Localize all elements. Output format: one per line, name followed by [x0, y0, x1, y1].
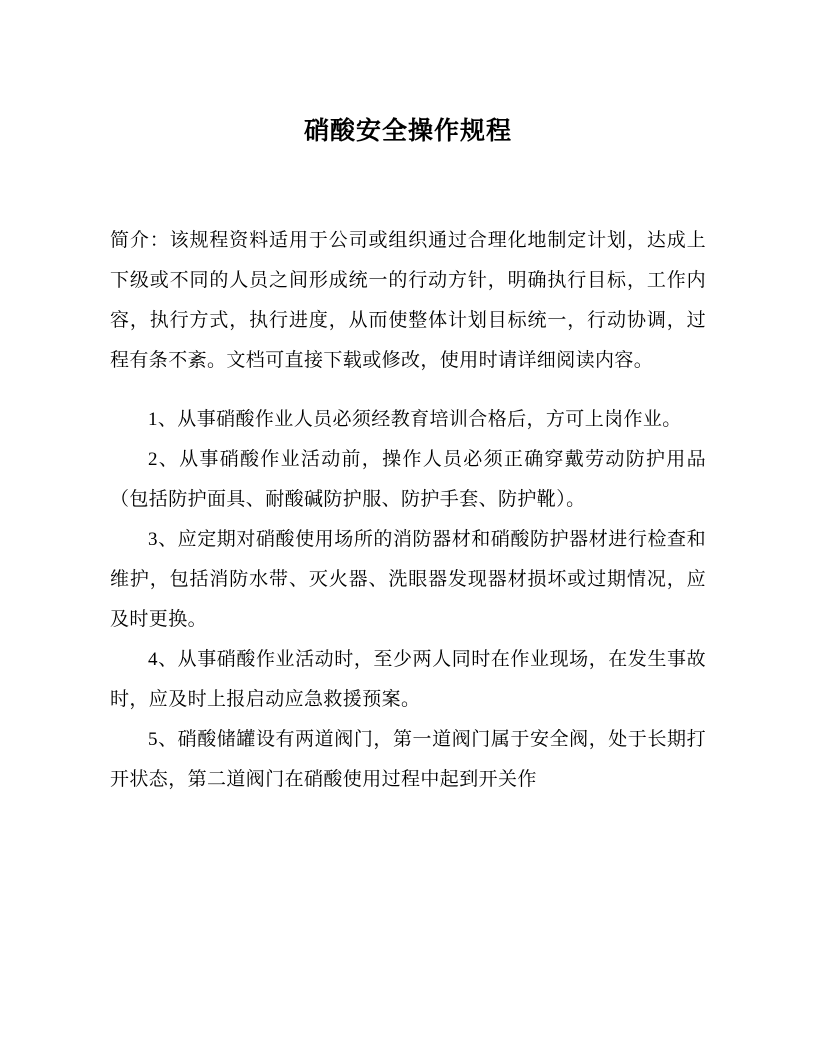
- document-intro: 简介：该规程资料适用于公司或组织通过合理化地制定计划，达成上下级或不同的人员之间形成统一的行动方针，明确执行目标，工作内容，执行方式，执行进度，从而使整体计划目标统一，行动协调，过程有条不紊。文档可直接下载或修改，使用时请详细阅读内容。: [110, 230, 706, 371]
- body-paragraph: 1、从事硝酸作业人员必须经教育培训合格后，方可上岗作业。: [148, 409, 682, 430]
- body-paragraph: 4、从事硝酸作业活动时，至少两人同时在作业现场，在发生事故时，应及时上报启动应急救援预案。: [110, 649, 706, 710]
- document-body: [110, 400, 706, 800]
- body-paragraph: 2、从事硝酸作业活动前，操作人员必须正确穿戴劳动防护用品（包括防护面具、耐酸碱防护服、防护手套、防护靴）。: [110, 449, 706, 510]
- page-title: 硝酸安全操作规程: [303, 117, 512, 145]
- body-paragraph: 3、应定期对硝酸使用场所的消防器材和硝酸防护器材进行检查和维护，包括消防水带、灭火器、洗眼器发现器材损坏或过期情况，应及时更换。: [110, 529, 706, 630]
- body-paragraph: 5、硝酸储罐设有两道阀门，第一道阀门属于安全阀，处于长期打开状态，第二道阀门在硝酸使用过程中起到开关作: [110, 729, 706, 790]
